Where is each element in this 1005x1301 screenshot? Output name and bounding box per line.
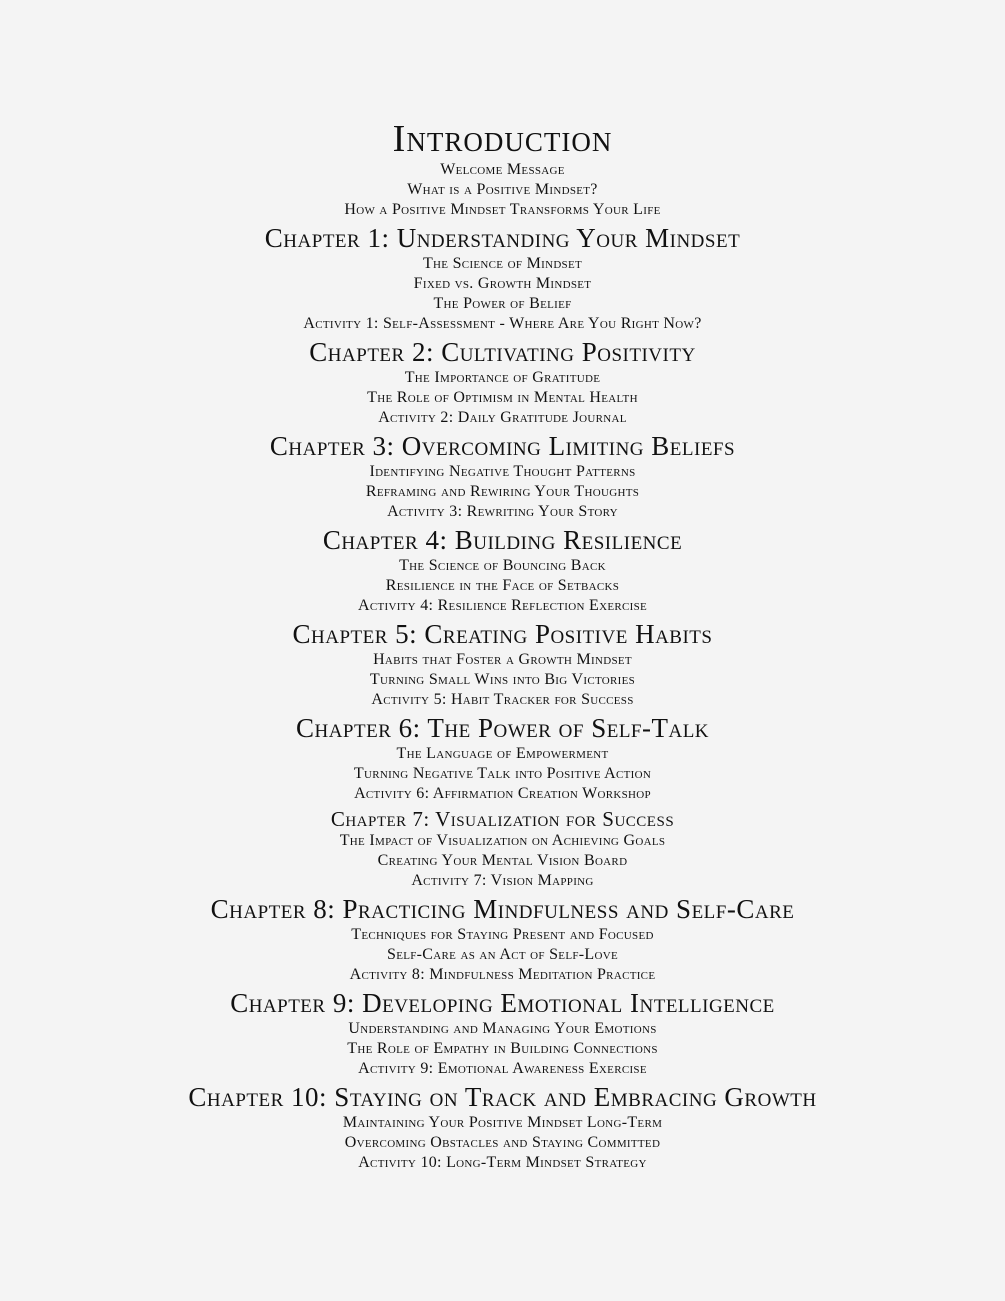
section-chapter-7 [0, 807, 1005, 891]
toc-item: Activity 1: Self-Assessment - Where Are You Right Now? [303, 314, 702, 332]
toc-item: Techniques for Staying Present and Focused [351, 926, 654, 944]
chapter-title: Chapter 1: Understanding Your Mindset [264, 222, 741, 253]
toc-item: Overcoming Obstacles and Staying Committed [344, 1134, 661, 1152]
section-items [0, 160, 1005, 220]
section-items [0, 1113, 1005, 1173]
toc-item: Turning Small Wins into Big Victories [369, 671, 636, 689]
section-chapter-6 [0, 713, 1005, 804]
chapter-title: Chapter 4: Building Resilience [322, 525, 683, 556]
section-chapter-10 [0, 1082, 1005, 1173]
toc-item: Creating Your Mental Vision Board [377, 852, 628, 870]
section-items [0, 650, 1005, 710]
toc-item: The Science of Mindset [422, 254, 583, 272]
toc-item: Turning Negative Talk into Positive Action [353, 765, 652, 783]
chapter-title: Chapter 5: Creating Positive Habits [292, 619, 713, 650]
toc-item: The Importance of Gratitude [404, 368, 601, 386]
section-chapter-3 [0, 431, 1005, 522]
section-chapter-8 [0, 894, 1005, 985]
chapter-title: Chapter 2: Cultivating Positivity [309, 336, 696, 367]
toc-item: Identifying Negative Thought Patterns [369, 463, 636, 481]
toc-item: The Science of Bouncing Back [399, 557, 606, 575]
toc-item: Activity 10: Long-Term Mindset Strategy [358, 1154, 647, 1172]
toc-item: Maintaining Your Positive Mindset Long-Term [342, 1114, 663, 1132]
toc-item: Activity 6: Affirmation Creation Workshop [354, 785, 651, 803]
toc-item: Activity 3: Rewriting Your Story [387, 503, 618, 521]
section-items [0, 556, 1005, 616]
toc-item: Habits that Foster a Growth Mindset [373, 651, 632, 669]
toc-item: Activity 5: Habit Tracker for Success [371, 691, 634, 709]
toc-item: The Impact of Visualization on Achieving Goals [339, 832, 666, 850]
section-introduction [0, 120, 1005, 220]
toc-item: Resilience in the Face of Setbacks [385, 577, 620, 595]
toc-item: Reframing and Rewiring Your Thoughts [365, 483, 640, 501]
section-chapter-2 [0, 337, 1005, 428]
section-title-introduction: Introduction [392, 118, 613, 160]
section-items [0, 462, 1005, 522]
section-chapter-9 [0, 988, 1005, 1079]
section-items [0, 831, 1005, 891]
toc-item: The Role of Empathy in Building Connections [347, 1040, 658, 1058]
section-items [0, 368, 1005, 428]
toc-item: Welcome Message [440, 160, 565, 178]
toc-item: What is a Positive Mindset? [407, 180, 598, 198]
section-items [0, 744, 1005, 804]
toc-item: Self-Care as an Act of Self-Love [387, 946, 618, 964]
toc-item: How a Positive Mindset Transforms Your Life [344, 200, 661, 218]
toc-item: The Power of Belief [433, 294, 572, 312]
chapter-title: Chapter 7: Visualization for Success [330, 807, 675, 832]
toc-item: Fixed vs. Growth Mindset [413, 274, 592, 292]
section-chapter-4 [0, 525, 1005, 616]
section-chapter-5 [0, 619, 1005, 710]
toc-item: Activity 4: Resilience Reflection Exercise [357, 597, 648, 615]
section-items [0, 925, 1005, 985]
toc-item: Activity 9: Emotional Awareness Exercise [358, 1060, 647, 1078]
table-of-contents [0, 120, 1005, 1173]
toc-item: Understanding and Managing Your Emotions [348, 1020, 657, 1038]
chapter-title: Chapter 10: Staying on Track and Embracing Growth [188, 1082, 817, 1113]
section-items [0, 254, 1005, 334]
toc-item: The Role of Optimism in Mental Health [367, 388, 638, 406]
chapter-title: Chapter 6: The Power of Self-Talk [295, 713, 710, 744]
toc-item: Activity 7: Vision Mapping [411, 872, 594, 890]
chapter-title: Chapter 3: Overcoming Limiting Beliefs [269, 430, 736, 461]
section-chapter-1 [0, 223, 1005, 334]
chapter-title: Chapter 8: Practicing Mindfulness and Self-Care [210, 894, 795, 925]
toc-item: Activity 2: Daily Gratitude Journal [378, 408, 627, 426]
section-items [0, 1019, 1005, 1079]
toc-item: The Language of Empowerment [396, 745, 609, 763]
toc-item: Activity 8: Mindfulness Meditation Practice [349, 966, 656, 984]
chapter-title: Chapter 9: Developing Emotional Intelligence [230, 988, 775, 1019]
